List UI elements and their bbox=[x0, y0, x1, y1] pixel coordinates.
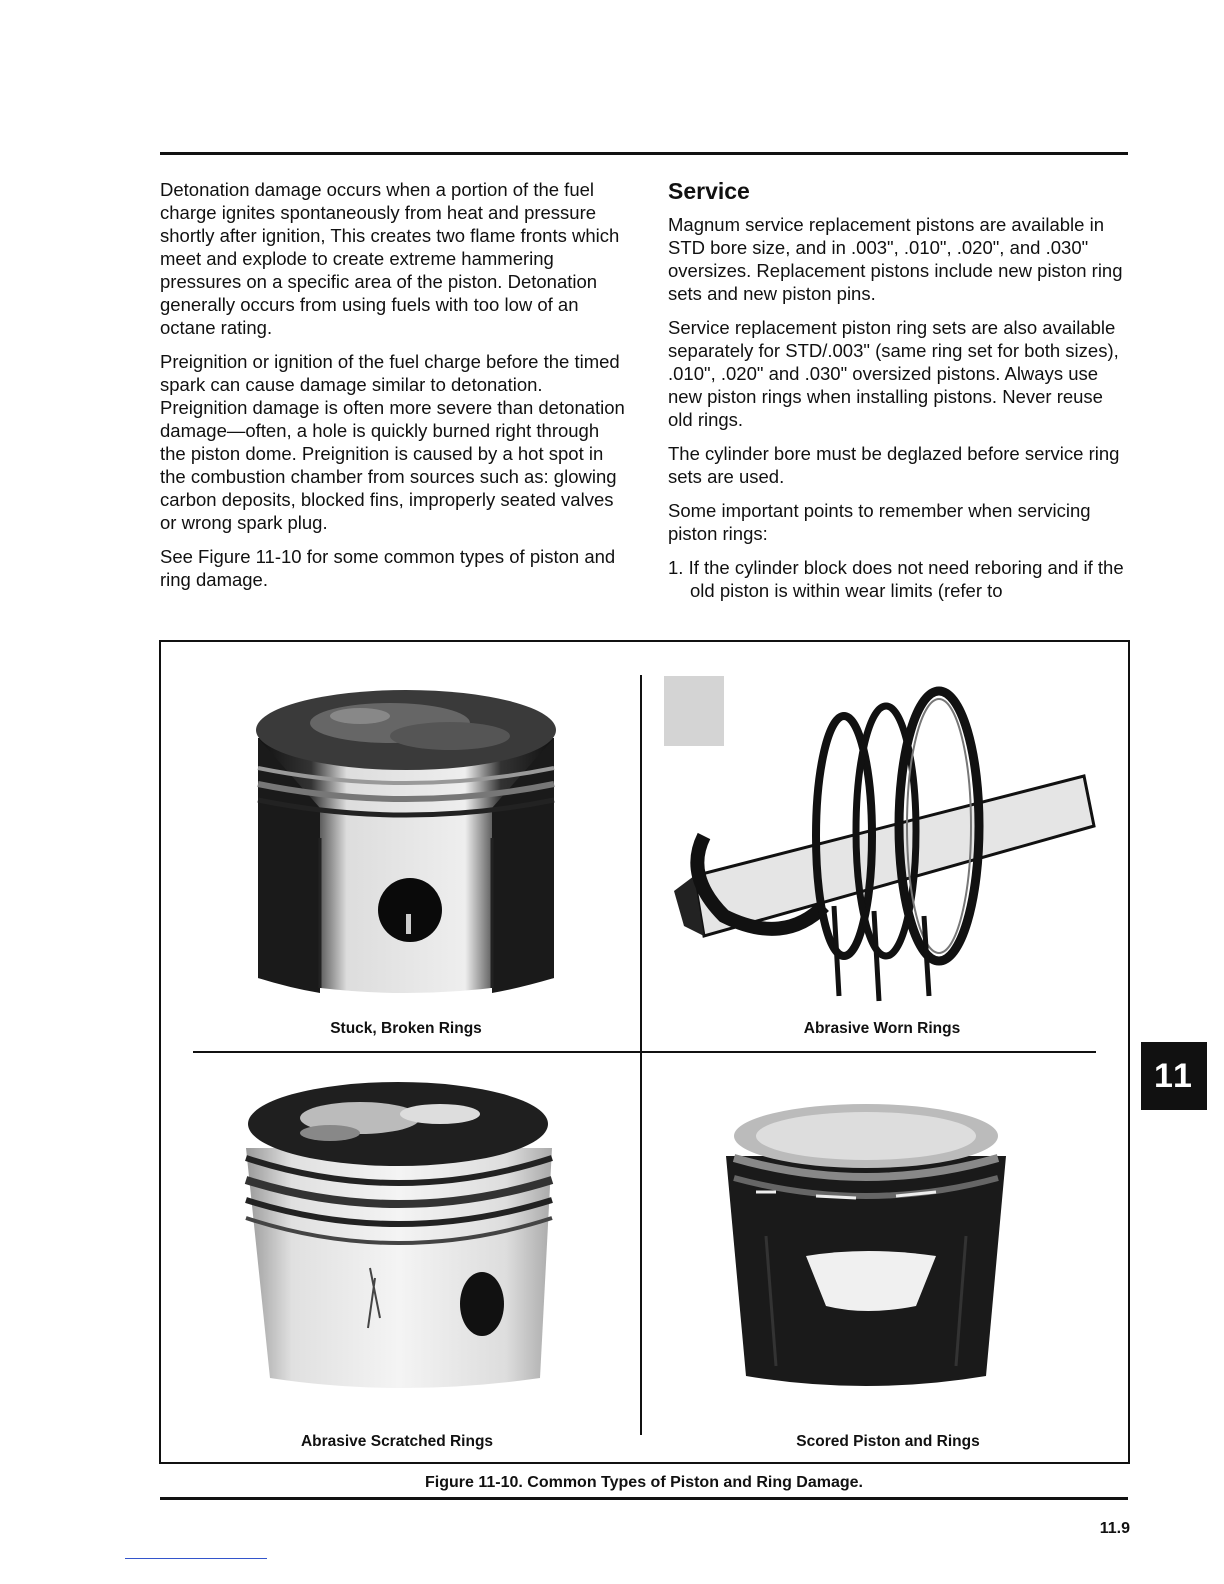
left-column bbox=[160, 178, 628, 602]
abrasive-worn-rings-photo bbox=[664, 676, 1100, 1016]
page-number: 11.9 bbox=[1099, 1520, 1130, 1537]
caption-scored-piston-and-rings: Scored Piston and Rings bbox=[796, 1433, 980, 1450]
footer-link-underline bbox=[125, 1558, 267, 1559]
paragraph-preignition: Preignition or ignition of the fuel charge before the timed spark can cause damage similar to detonation. Preignition damage is often more severe than detonation damage—often, a hole is quickly burned right through the piston dome. Preignition is caused by a hot spot in the combustion chamber from sources such as: glowing carbon deposits, blocked fins, improperly seated valves or wrong spark plug. bbox=[160, 351, 625, 533]
paragraph-important-points: Some important points to remember when servicing piston rings: bbox=[668, 500, 1091, 544]
list-item bbox=[668, 556, 1130, 602]
figure-horizontal-divider bbox=[193, 1051, 1096, 1053]
paragraph-deglaze: The cylinder bore must be deglazed before service ring sets are used. bbox=[668, 443, 1120, 487]
points-list bbox=[668, 556, 1130, 602]
paragraph-ring-sets: Service replacement piston ring sets are also available separately for STD/.003" (same ring set for both sizes), .010", .020" and .030" oversized pistons. Always use new piston rings when installing pistons. Never reuse old rings. bbox=[668, 317, 1119, 430]
abrasive-scratched-rings-photo bbox=[240, 1078, 560, 1398]
paragraph-replacement-pistons: Magnum service replacement pistons are available in STD bore size, and in .003", .010", .020", and .030" oversizes. Replacement pistons include new piston ring sets and new piston pins. bbox=[668, 214, 1123, 304]
list-item-text: If the cylinder block does not need reboring and if the old piston is within wear limits (refer to bbox=[688, 557, 1124, 601]
paragraph-detonation: Detonation damage occurs when a portion of the fuel charge ignites spontaneously from heat and pressure shortly after ignition, This creates two flame fronts which meet and explode to create extreme hammering pressures on a specific area of the piston. Detonation generally occurs from using fuels with too low of an octane rating. bbox=[160, 179, 620, 338]
footer-rule bbox=[160, 1497, 1128, 1500]
figure-title: Figure 11-10. Common Types of Piston and Ring Damage. bbox=[425, 1474, 863, 1491]
scored-piston-and-rings-photo bbox=[716, 1096, 1016, 1394]
service-heading: Service bbox=[668, 178, 750, 204]
caption-abrasive-scratched-rings: Abrasive Scratched Rings bbox=[300, 1433, 494, 1450]
section-tab: 11 bbox=[1141, 1042, 1207, 1110]
figure-vertical-divider bbox=[640, 675, 642, 1435]
right-column bbox=[668, 178, 1130, 602]
list-item-number: 1. bbox=[668, 557, 684, 578]
stuck-broken-rings-photo bbox=[250, 688, 562, 1003]
header-rule bbox=[160, 152, 1128, 155]
caption-abrasive-worn-rings: Abrasive Worn Rings bbox=[803, 1020, 961, 1037]
caption-stuck-broken-rings: Stuck, Broken Rings bbox=[330, 1020, 482, 1037]
paragraph-figure-reference: See Figure 11-10 for some common types of piston and ring damage. bbox=[160, 546, 616, 590]
